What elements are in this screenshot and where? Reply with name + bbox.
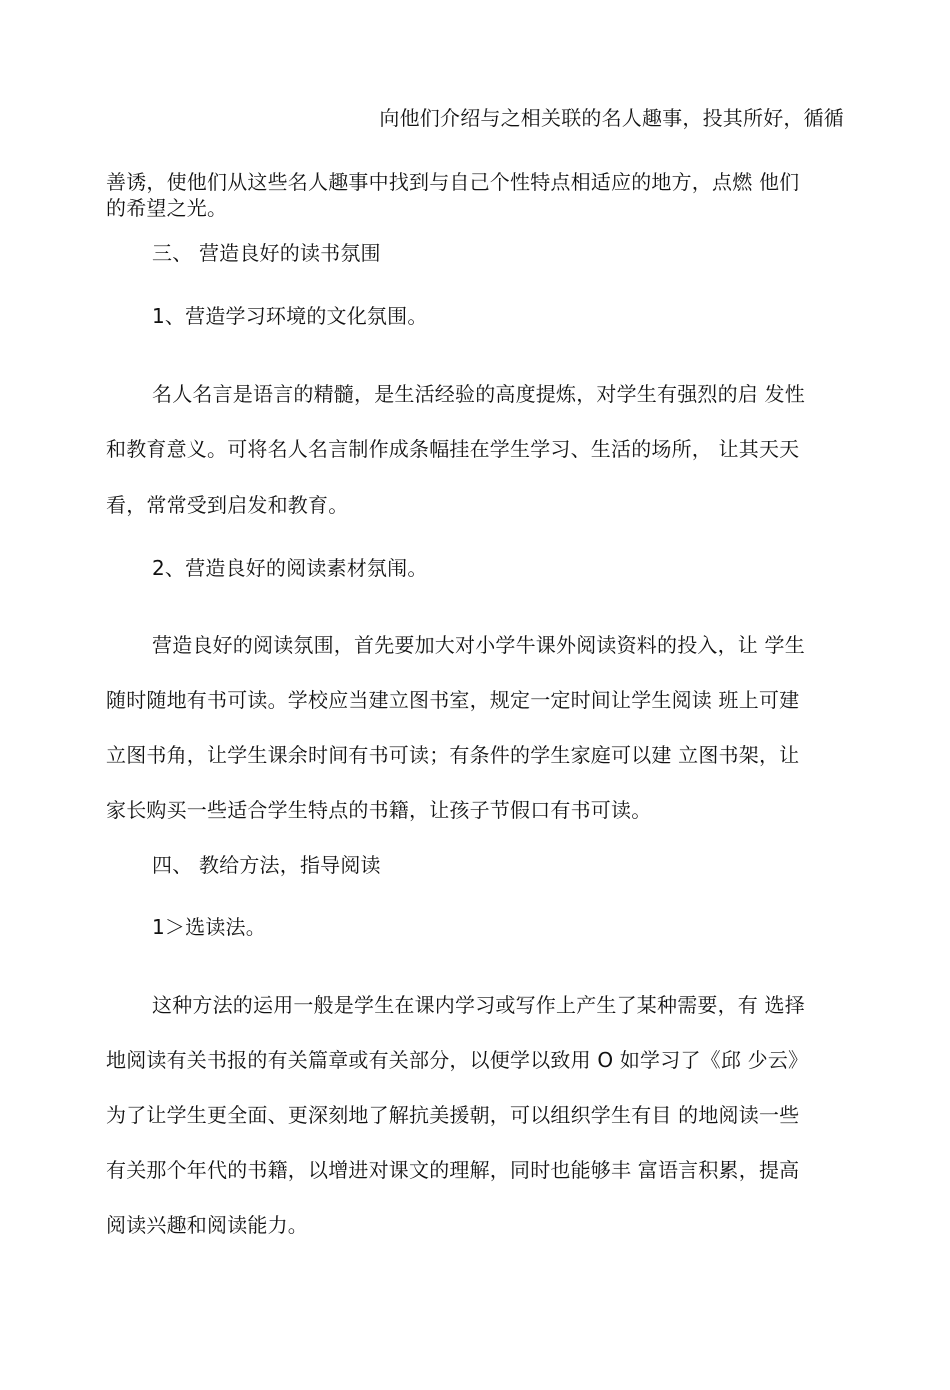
- text-line: 营造良好的阅读氛围，首先要加大对小学牛课外阅读资料的投入，让 学生: [152, 633, 805, 657]
- text-line: 看，常常受到启发和教育。: [106, 493, 349, 517]
- text-line: 立图书角，让学生课余时间有书可读；有条件的学生家庭可以建 立图书架，让: [106, 743, 800, 767]
- text-line: 向他们介绍与之相关联的名人趣事，投其所好，循循: [379, 106, 844, 130]
- subsection-heading: 1、营造学习环境的文化氛围。: [152, 304, 428, 328]
- text-line: 阅读兴趣和阅读能力。: [106, 1213, 308, 1237]
- text-line: 善诱，使他们从这些名人趣事中找到与自己个性特点相适应的地方，点燃 他们: [106, 170, 800, 194]
- text-line: 的希望之光。: [106, 196, 228, 220]
- text-line: 家长购买一些适合学生特点的书籍，让孩子节假口有书可读。: [106, 798, 652, 822]
- text-line: 和教育意义。可将名人名言制作成条幅挂在学生学习、生活的场所， 让其天天: [106, 437, 800, 461]
- text-line: 名人名言是语言的精髓，是生活经验的高度提炼，对学生有强烈的启 发性: [152, 382, 805, 406]
- text-line: 为了让学生更全面、更深刻地了解抗美援朝，可以组织学生有目 的地阅读一些: [106, 1103, 800, 1127]
- text-line: 地阅读有关书报的有关篇章或有关部分，以便学以致用 O 如学习了《邱 少云》: [106, 1048, 809, 1072]
- text-line: 有关那个年代的书籍，以增进对课文的理解，同时也能够丰 富语言积累，提高: [106, 1158, 800, 1182]
- section-heading: 四、 教给方法，指导阅读: [152, 853, 381, 877]
- text-line: 这种方法的运用一般是学生在课内学习或写作上产生了某种需要，有 选择: [152, 993, 805, 1017]
- subsection-heading: 2、营造良好的阅读素材氛闱。: [152, 556, 428, 580]
- subsection-heading: 1＞选读法。: [152, 915, 266, 939]
- section-heading: 三、 营造良好的读书氛围: [152, 241, 381, 265]
- text-line: 随时随地有书可读。学校应当建立图书室，规定一定时间让学生阅读 班上可建: [106, 688, 800, 712]
